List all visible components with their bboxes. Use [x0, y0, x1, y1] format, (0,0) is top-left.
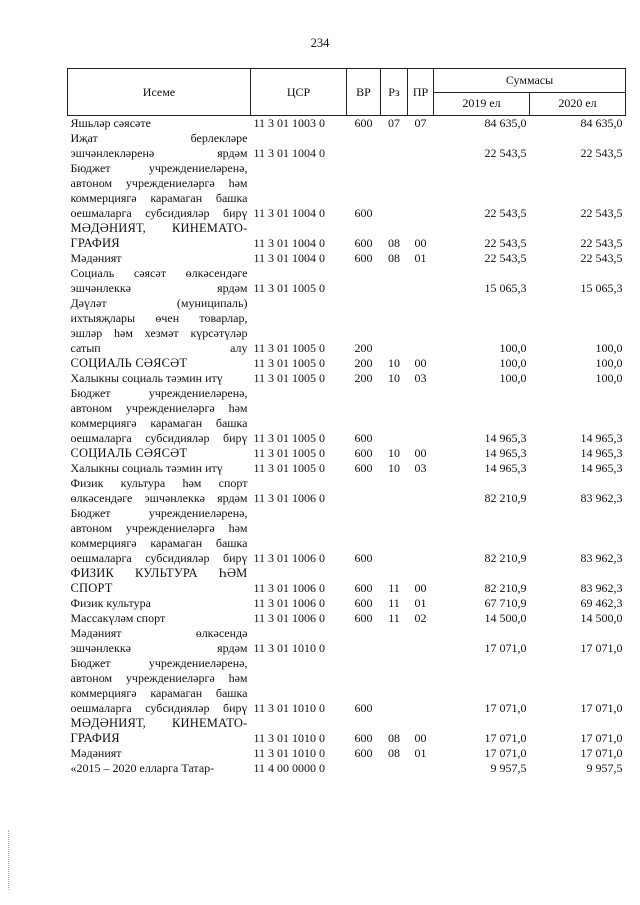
- table-row: [68, 611, 626, 626]
- row-name-line: Халыкны социаль тәэмин итү: [70, 371, 223, 385]
- row-pr: 01: [414, 596, 427, 610]
- row-sum-2020: 14 965,3: [580, 446, 623, 460]
- row-vr: [347, 476, 381, 506]
- row-rz: [381, 131, 408, 161]
- row-name: [68, 746, 251, 761]
- row-rz: 07: [388, 116, 400, 130]
- row-pr: 00: [414, 731, 427, 745]
- row-name-line: автоном учреждениеләргә һәм: [70, 521, 248, 535]
- row-sum-2020: 15 065,3: [580, 281, 623, 295]
- row-vr: 200: [354, 356, 373, 370]
- row-name-line: Бюджет учреждениеләренә,: [70, 386, 248, 400]
- budget-table: [67, 68, 626, 776]
- row-sum-2020: 22 543,5: [580, 251, 623, 265]
- row-name-line: Иҗат берлекләре: [70, 131, 248, 145]
- row-rz: 10: [388, 461, 400, 475]
- table-row: [68, 626, 626, 656]
- row-name-line: сатып алу: [70, 341, 248, 355]
- row-name-line: Бюджет учреждениеләренә,: [70, 161, 248, 175]
- row-name-line: СОЦИАЛЬ СӘЯСӘТ: [70, 356, 188, 370]
- row-pr: [408, 161, 434, 221]
- row-name-line: Мәдәният: [70, 251, 122, 265]
- table-row: [68, 596, 626, 611]
- row-csr: 11 3 01 1006 0: [253, 611, 326, 625]
- table-row: [68, 296, 626, 356]
- row-sum-2019: 22 543,5: [484, 251, 527, 265]
- row-name: [68, 116, 251, 132]
- row-sum-2020: 22 543,5: [580, 236, 623, 250]
- row-name-line: Социаль сәясәт өлкәсендәге: [70, 266, 248, 280]
- row-name-line: автоном учреждениеләргә һәм: [70, 671, 248, 685]
- row-csr: 11 3 01 1006 0: [253, 551, 326, 565]
- row-name-line: Бюджет учреждениеләренә,: [70, 656, 248, 670]
- row-rz: [381, 296, 408, 356]
- row-name: [68, 446, 251, 461]
- row-sum-2020: 17 071,0: [580, 641, 623, 655]
- table-row: [68, 446, 626, 461]
- row-vr: 600: [354, 701, 373, 715]
- row-name: [68, 221, 251, 251]
- table-row: [68, 251, 626, 266]
- table-row: [68, 161, 626, 221]
- row-sum-2020: 83 962,3: [580, 491, 623, 505]
- row-pr: [408, 296, 434, 356]
- row-sum-2019: 84 635,0: [484, 116, 527, 130]
- row-vr: 600: [354, 461, 373, 475]
- row-name: [68, 761, 251, 776]
- row-sum-2019: 17 071,0: [484, 746, 527, 760]
- row-sum-2019: 82 210,9: [484, 581, 527, 595]
- table-row: [68, 356, 626, 371]
- row-vr: 600: [354, 746, 373, 760]
- row-name: [68, 611, 251, 626]
- row-sum-2020: 17 071,0: [580, 701, 623, 715]
- row-name-line: Бюджет учреждениеләренә,: [70, 506, 248, 520]
- row-pr: [408, 626, 434, 656]
- row-name-line: коммерциягә карамаган башка: [70, 686, 248, 700]
- row-name: [68, 161, 251, 221]
- row-name: [68, 476, 251, 506]
- row-rz: [381, 506, 408, 566]
- row-name-line: оешмаларга субсидияләр бирү: [70, 206, 248, 220]
- row-pr: 02: [414, 611, 427, 625]
- row-name-line: Физик культура: [70, 596, 151, 610]
- row-pr: 01: [414, 251, 427, 265]
- row-csr: 11 3 01 1004 0: [253, 206, 326, 220]
- header-year-2020: 2020 ел: [530, 92, 626, 116]
- row-sum-2020: 14 500,0: [580, 611, 623, 625]
- row-vr: 600: [354, 446, 373, 460]
- header-vr: ВР: [347, 69, 381, 116]
- row-name-line: өлкәсендәге эшчәнлеккә ярдәм: [70, 491, 248, 505]
- row-sum-2019: 14 965,3: [484, 446, 527, 460]
- row-vr: 600: [354, 251, 373, 265]
- row-sum-2019: 14 965,3: [484, 431, 527, 445]
- row-name: [68, 566, 251, 596]
- row-csr: 11 3 01 1010 0: [253, 641, 326, 655]
- row-csr: 11 3 01 1010 0: [253, 701, 326, 715]
- row-pr: 01: [414, 746, 427, 760]
- row-name-line: коммерциягә карамаган башка: [70, 191, 248, 205]
- row-name-line: оешмаларга субсидияләр бирү: [70, 701, 248, 715]
- row-sum-2019: 15 065,3: [484, 281, 527, 295]
- row-pr: 03: [414, 371, 427, 385]
- row-rz: [381, 476, 408, 506]
- header-sums: Суммасы: [434, 69, 626, 93]
- row-csr: 11 3 01 1006 0: [253, 596, 326, 610]
- row-rz: [381, 761, 408, 776]
- row-name-line: Массакүләм спорт: [70, 611, 166, 625]
- row-sum-2019: 17 071,0: [484, 701, 527, 715]
- row-rz: 11: [388, 596, 400, 610]
- row-sum-2020: 22 543,5: [580, 206, 623, 220]
- header-pr: ПР: [408, 69, 434, 116]
- row-vr: [347, 266, 381, 296]
- table-row: [68, 266, 626, 296]
- row-name: [68, 626, 251, 656]
- row-pr: 03: [414, 461, 427, 475]
- row-sum-2020: 22 543,5: [580, 146, 623, 160]
- table-row: [68, 371, 626, 386]
- row-name: [68, 716, 251, 746]
- scan-margin-marks: [8, 830, 11, 890]
- row-name-line: ГРАФИЯ: [70, 236, 120, 250]
- row-name-line: коммерциягә карамаган башка: [70, 536, 248, 550]
- row-pr: [408, 131, 434, 161]
- row-vr: 600: [354, 731, 373, 745]
- row-name: [68, 296, 251, 356]
- row-sum-2019: 82 210,9: [484, 551, 527, 565]
- row-name: [68, 356, 251, 371]
- row-vr: 600: [354, 206, 373, 220]
- row-csr: 11 3 01 1010 0: [253, 731, 326, 745]
- row-sum-2020: 100,0: [595, 356, 623, 370]
- row-sum-2020: 14 965,3: [580, 431, 623, 445]
- row-name-line: эшчәнлеккә ярдәм: [70, 281, 248, 295]
- row-name-line: эшчәнлекләренә ярдәм: [70, 146, 248, 160]
- row-rz: [381, 626, 408, 656]
- row-name: [68, 266, 251, 296]
- row-sum-2020: 83 962,3: [580, 581, 623, 595]
- row-sum-2020: 17 071,0: [580, 746, 623, 760]
- row-name-line: Яшьләр сәясәте: [70, 116, 151, 130]
- row-vr: 600: [354, 596, 373, 610]
- row-name-line: СОЦИАЛЬ СӘЯСӘТ: [70, 446, 188, 460]
- row-pr: 07: [414, 116, 427, 130]
- header-name: Исеме: [68, 69, 251, 116]
- table-body: [68, 116, 626, 777]
- row-sum-2019: 82 210,9: [484, 491, 527, 505]
- row-csr: 11 3 01 1005 0: [253, 341, 326, 355]
- row-rz: 08: [388, 251, 400, 265]
- row-pr: [408, 476, 434, 506]
- row-name-line: оешмаларга субсидияләр бирү: [70, 551, 248, 565]
- row-rz: 08: [388, 236, 400, 250]
- row-pr: 00: [414, 581, 427, 595]
- row-sum-2019: 22 543,5: [484, 146, 527, 160]
- row-csr: 11 3 01 1004 0: [253, 251, 326, 265]
- row-name-line: Физик культура һәм спорт: [70, 476, 248, 490]
- header-year-2019: 2019 ел: [434, 92, 530, 116]
- row-sum-2020: 100,0: [595, 371, 623, 385]
- header-csr: ЦСР: [251, 69, 347, 116]
- row-sum-2019: 100,0: [499, 371, 527, 385]
- row-name: [68, 461, 251, 476]
- table-row: [68, 656, 626, 716]
- row-name: [68, 596, 251, 611]
- row-sum-2020: 84 635,0: [580, 116, 623, 130]
- table-row: [68, 221, 626, 251]
- row-sum-2019: 17 071,0: [484, 641, 527, 655]
- row-name: [68, 386, 251, 446]
- row-name-line: коммерциягә карамаган башка: [70, 416, 248, 430]
- row-csr: 11 3 01 1006 0: [253, 491, 326, 505]
- row-rz: 10: [388, 446, 400, 460]
- table-row: [68, 131, 626, 161]
- row-name-line: Халыкны социаль тәэмин итү: [70, 461, 223, 475]
- row-name-line: Мәдәният өлкәсендә: [70, 626, 248, 640]
- row-name: [68, 506, 251, 566]
- table-row: [68, 461, 626, 476]
- table-row: [68, 386, 626, 446]
- row-sum-2020: 83 962,3: [580, 551, 623, 565]
- row-rz: 08: [388, 746, 400, 760]
- row-csr: 11 3 01 1006 0: [253, 581, 326, 595]
- row-vr: 600: [354, 611, 373, 625]
- row-rz: 11: [388, 581, 400, 595]
- row-name-line: Мәдәният: [70, 746, 122, 760]
- row-sum-2019: 14 500,0: [484, 611, 527, 625]
- row-vr: 600: [354, 551, 373, 565]
- row-csr: 11 3 01 1004 0: [253, 146, 326, 160]
- row-rz: [381, 161, 408, 221]
- row-sum-2020: 100,0: [595, 341, 623, 355]
- row-name-line: Дәүләт (муниципаль): [70, 296, 248, 310]
- table-row: [68, 761, 626, 776]
- header-rz: Рз: [381, 69, 408, 116]
- row-name-line: оешмаларга субсидияләр бирү: [70, 431, 248, 445]
- row-name-line: ихтыяҗлары өчен товарлар,: [70, 311, 248, 325]
- row-vr: [347, 761, 381, 776]
- row-csr: 11 3 01 1005 0: [253, 446, 326, 460]
- row-sum-2020: 69 462,3: [580, 596, 623, 610]
- row-csr: 11 3 01 1005 0: [253, 431, 326, 445]
- row-rz: 10: [388, 356, 400, 370]
- table-row: [68, 746, 626, 761]
- table-row: [68, 506, 626, 566]
- row-pr: [408, 506, 434, 566]
- row-name-line: ФИЗИК КУЛЬТУРА ҺӘМ: [70, 566, 248, 580]
- row-pr: [408, 386, 434, 446]
- row-sum-2020: 17 071,0: [580, 731, 623, 745]
- row-csr: 11 4 00 0000 0: [253, 761, 326, 775]
- row-rz: [381, 386, 408, 446]
- row-vr: [347, 626, 381, 656]
- row-pr: [408, 761, 434, 776]
- table-row: [68, 566, 626, 596]
- row-rz: [381, 656, 408, 716]
- row-name-line: автоном учреждениеләргә һәм: [70, 176, 248, 190]
- row-csr: 11 3 01 1005 0: [253, 356, 326, 370]
- row-pr: [408, 656, 434, 716]
- row-name: [68, 371, 251, 386]
- row-csr: 11 3 01 1005 0: [253, 461, 326, 475]
- row-name-line: МӘДӘНИЯТ, КИНЕМАТО-: [70, 221, 248, 235]
- row-sum-2019: 14 965,3: [484, 461, 527, 475]
- row-name: [68, 656, 251, 716]
- row-sum-2019: 100,0: [499, 341, 527, 355]
- table-header: [68, 69, 626, 116]
- row-sum-2019: 22 543,5: [484, 236, 527, 250]
- row-sum-2019: 17 071,0: [484, 731, 527, 745]
- row-vr: 600: [354, 431, 373, 445]
- row-rz: 10: [388, 371, 400, 385]
- row-sum-2020: 9 957,5: [586, 761, 623, 775]
- row-rz: [381, 266, 408, 296]
- row-name-line: автоном учреждениеләргә һәм: [70, 401, 248, 415]
- row-name-line: эшчәнлеккә ярдәм: [70, 641, 248, 655]
- row-name-line: СПОРТ: [70, 581, 113, 595]
- row-vr: [347, 131, 381, 161]
- table-row: [68, 116, 626, 132]
- row-sum-2020: 14 965,3: [580, 461, 623, 475]
- row-sum-2019: 67 710,9: [484, 596, 527, 610]
- row-csr: 11 3 01 1005 0: [253, 371, 326, 385]
- row-pr: 00: [414, 236, 427, 250]
- row-csr: 11 3 01 1004 0: [253, 236, 326, 250]
- row-name-line: эшләр һәм хезмәт күрсәтүләр: [70, 326, 248, 340]
- row-name: [68, 131, 251, 161]
- row-name: [68, 251, 251, 266]
- row-pr: 00: [414, 446, 427, 460]
- row-name-line: МӘДӘНИЯТ, КИНЕМАТО-: [70, 716, 248, 730]
- row-csr: 11 3 01 1005 0: [253, 281, 326, 295]
- row-vr: 600: [354, 581, 373, 595]
- row-vr: 200: [354, 341, 373, 355]
- row-sum-2019: 22 543,5: [484, 206, 527, 220]
- row-vr: 600: [354, 116, 373, 130]
- row-name-line: «2015 – 2020 елларга Татар-: [70, 761, 215, 775]
- row-sum-2019: 9 957,5: [490, 761, 527, 775]
- row-pr: [408, 266, 434, 296]
- row-sum-2019: 100,0: [499, 356, 527, 370]
- row-vr: 600: [354, 236, 373, 250]
- row-vr: 200: [354, 371, 373, 385]
- table-row: [68, 476, 626, 506]
- row-csr: 11 3 01 1010 0: [253, 746, 326, 760]
- row-rz: 08: [388, 731, 400, 745]
- row-csr: 11 3 01 1003 0: [253, 116, 326, 130]
- row-name-line: ГРАФИЯ: [70, 731, 120, 745]
- row-rz: 11: [388, 611, 400, 625]
- row-pr: 00: [414, 356, 427, 370]
- table-row: [68, 716, 626, 746]
- page-number: 234: [310, 36, 330, 50]
